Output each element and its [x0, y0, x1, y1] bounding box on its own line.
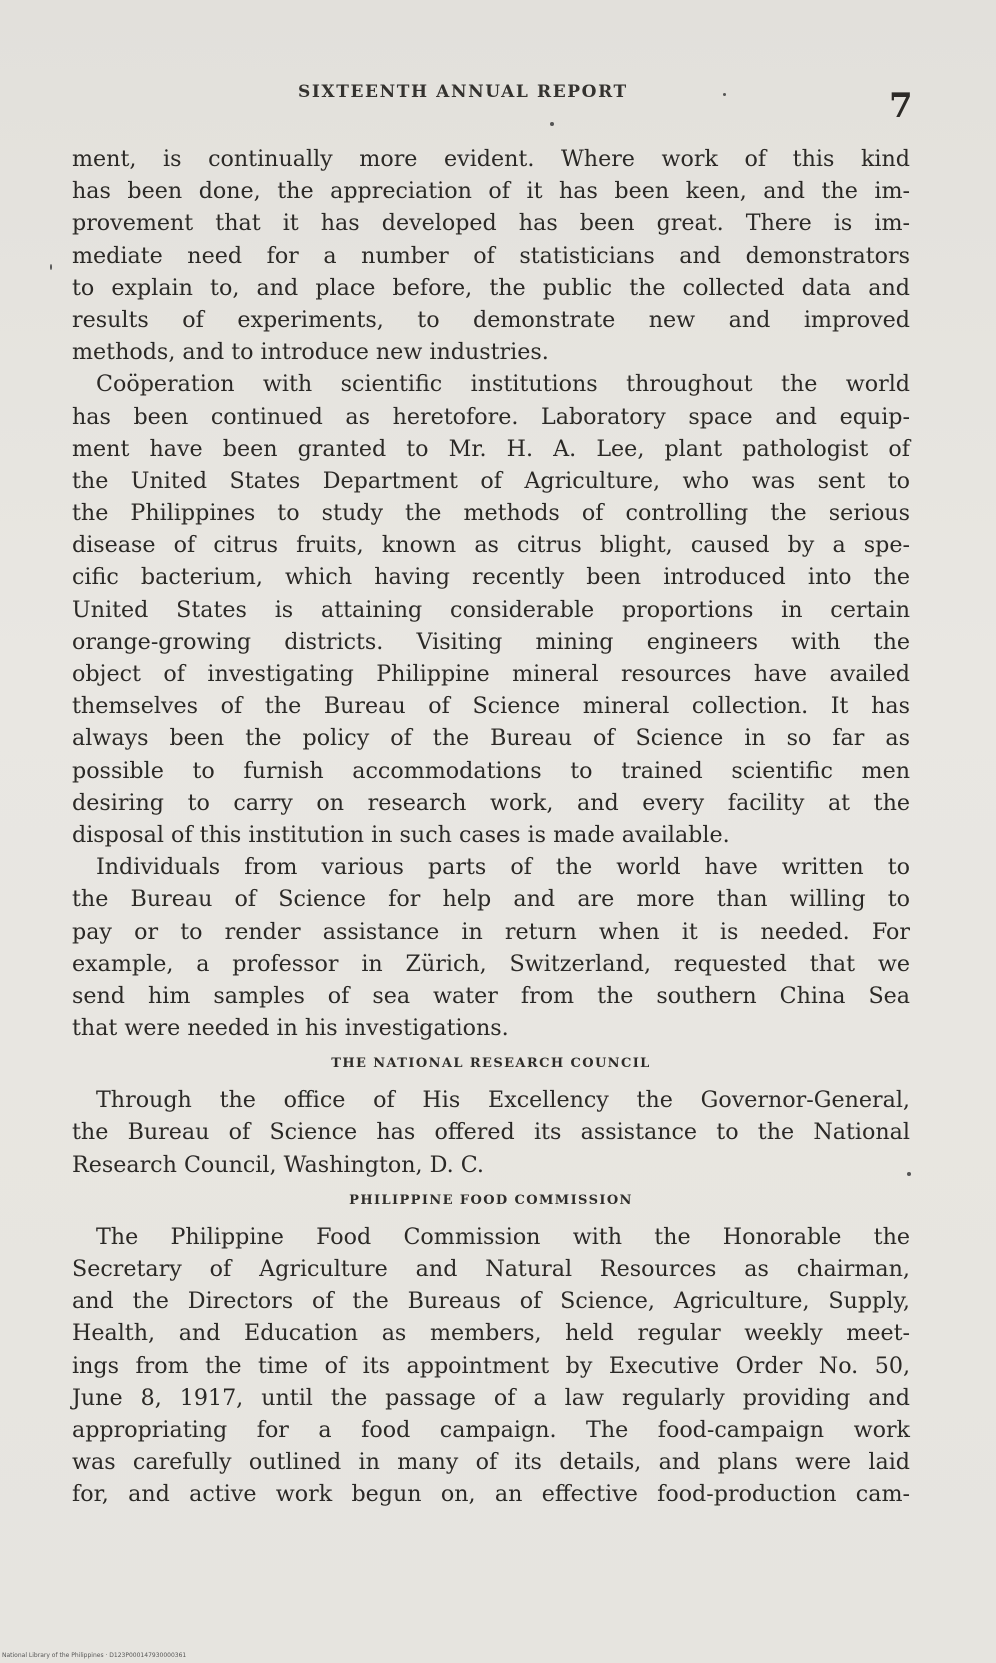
paragraph — [72, 368, 910, 851]
text-line: Research Council, Washington, D. C. — [72, 1151, 484, 1178]
scan-speck — [907, 1172, 911, 1176]
text-line: the Philippines to study the methods of controlling the serious — [72, 500, 910, 527]
text-line: methods, and to introduce new industries. — [72, 339, 549, 366]
text-line: example, a professor in Zürich, Switzerland, requested that we — [72, 950, 910, 977]
section-heading-philippine-food-commission: PHILIPPINE FOOD COMMISSION — [349, 1192, 633, 1208]
text-line: object of investigating Philippine mineral resources have availed — [72, 661, 910, 687]
text-line: has been done, the appreciation of it has been keen, and the im- — [72, 178, 910, 205]
section-heading-national-research-council: THE NATIONAL RESEARCH COUNCIL — [331, 1056, 651, 1072]
text-line: the United States Department of Agriculture, who was sent to — [72, 467, 910, 494]
body-text — [72, 143, 910, 1511]
text-line: cific bacterium, which having recently been introduced into the — [72, 564, 910, 591]
text-line: that were needed in his investigations. — [72, 1015, 509, 1042]
text-line: Through the office of His Excellency the Governor-General, — [96, 1087, 910, 1114]
paragraph — [72, 851, 910, 1044]
text-line: pay or to render assistance in return when it is needed. For — [72, 918, 910, 945]
text-line: mediate need for a number of statisticians and demonstrators — [72, 242, 910, 269]
text-line: The Philippine Food Commission with the Honorable the — [96, 1223, 910, 1250]
paragraph — [72, 143, 910, 368]
paragraph — [72, 1084, 910, 1181]
text-line: Secretary of Agriculture and Natural Resources as chairman, — [72, 1256, 910, 1282]
text-line: the Bureau of Science has offered its assistance to the National — [72, 1119, 910, 1146]
text-line: send him samples of sea water from the southern China Sea — [72, 982, 910, 1009]
text-line: ment have been granted to Mr. H. A. Lee, plant pathologist of — [72, 435, 910, 462]
text-line: Coöperation with scientific institutions throughout the world — [96, 371, 910, 398]
text-line: disposal of this institution in such cases is made available. — [72, 821, 730, 848]
text-line: ment, is continually more evident. Where work of this kind — [72, 146, 910, 172]
scan-speck — [50, 264, 52, 270]
text-line: disease of citrus fruits, known as citrus blight, caused by a spe- — [72, 532, 910, 559]
text-line: Individuals from various parts of the world have written to — [96, 854, 910, 881]
text-line: orange-growing districts. Visiting mining engineers with the — [72, 628, 910, 655]
text-line: results of experiments, to demonstrate new and improved — [72, 306, 910, 333]
text-line: possible to furnish accommodations to trained scientific men — [72, 757, 910, 784]
text-line: desiring to carry on research work, and every facility at the — [72, 789, 910, 816]
text-line: for, and active work begun on, an effective food-production cam- — [72, 1481, 910, 1508]
text-line: June 8, 1917, until the passage of a law regularly providing and — [72, 1384, 910, 1411]
text-line: to explain to, and place before, the public the collected data and — [72, 274, 910, 301]
scan-footer-note: National Library of the Philippines · D123P000147930000361 — [2, 1652, 187, 1659]
running-header: SIXTEENTH ANNUAL REPORT — [298, 82, 628, 102]
scan-speck — [723, 93, 726, 96]
text-line: always been the policy of the Bureau of Science in so far as — [72, 725, 910, 752]
scan-speck — [550, 122, 554, 126]
text-line: ings from the time of its appointment by Executive Order No. 50, — [72, 1352, 910, 1379]
text-line: and the Directors of the Bureaus of Science, Agriculture, Supply, — [72, 1288, 910, 1315]
text-line: Health, and Education as members, held regular weekly meet- — [72, 1320, 910, 1347]
text-line: has been continued as heretofore. Laboratory space and equip- — [72, 403, 910, 430]
text-line: was carefully outlined in many of its details, and plans were laid — [72, 1449, 910, 1476]
paragraph — [72, 1221, 910, 1511]
text-line: themselves of the Bureau of Science mineral collection. It has — [72, 693, 910, 720]
text-line: appropriating for a food campaign. The food-campaign work — [72, 1416, 910, 1443]
text-line: the Bureau of Science for help and are more than willing to — [72, 886, 910, 913]
text-line: provement that it has developed has been great. There is im- — [72, 210, 910, 237]
text-line: United States is attaining considerable proportions in certain — [72, 596, 910, 623]
page-number: 7 — [889, 86, 913, 126]
